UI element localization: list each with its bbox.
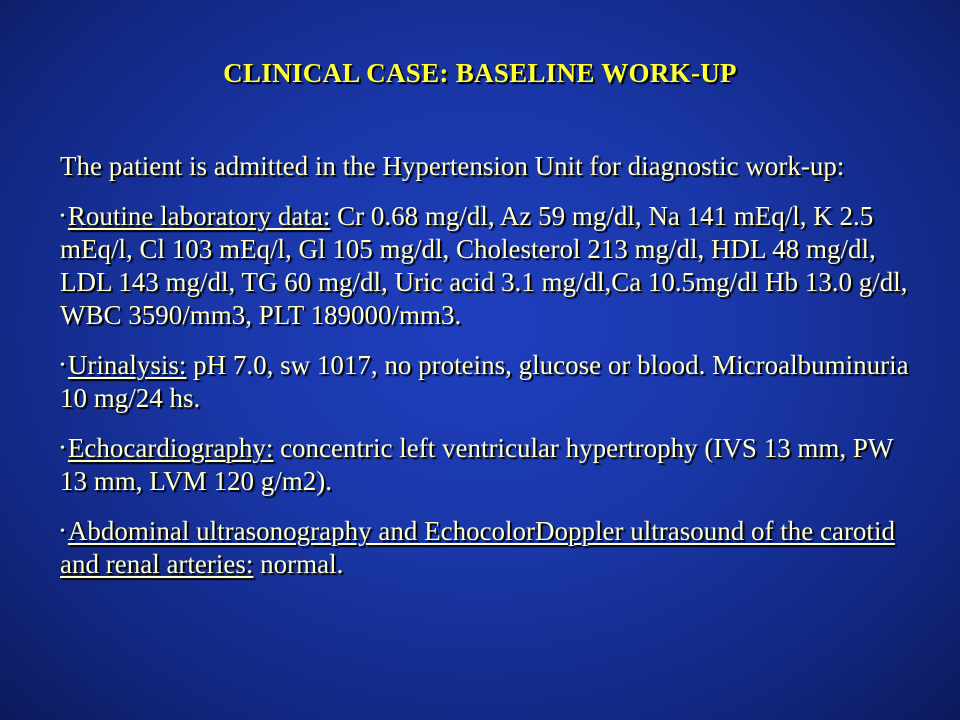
bullet-text-lab: Cr 0.68 mg/dl, Az 59 mg/dl, Na 141 mEq/l, K 2.5 mEq/l, Cl 103 mEq/l, Gl 105 mg/dl, Cholesterol 213 mg/dl, HDL 48 mg/dl, LDL 143 mg/dl, TG 60 mg/dl, Uric acid 3.1 mg/dl,Ca 10.5mg/dl Hb 13.0 g/dl, WBC 3590/mm3, PLT 189000/mm3. bbox=[60, 201, 908, 330]
bullet-icon: • bbox=[60, 358, 65, 373]
intro-text: The patient is admitted in the Hypertension Unit for diagnostic work-up: bbox=[60, 151, 845, 181]
bullet-label-echo: Echocardiography: bbox=[67, 433, 274, 463]
slide-content bbox=[60, 150, 910, 598]
bullet-label-urinalysis: Urinalysis: bbox=[67, 350, 187, 380]
bullet-text-urinalysis: pH 7.0, sw 1017, no proteins, glucose or blood. Microalbuminuria 10 mg/24 hs. bbox=[60, 350, 909, 413]
bullet-text-ultrasound: normal. bbox=[253, 549, 344, 579]
bullet-text-echo: concentric left ventricular hypertrophy (IVS 13 mm, PW 13 mm, LVM 120 g/m2). bbox=[60, 433, 893, 496]
bullet-label-ultrasound: Abdominal ultrasonography and EchocolorDoppler ultrasound of the carotid and renal arteries: bbox=[60, 516, 895, 579]
bullet-icon: • bbox=[60, 441, 65, 456]
bullet-label-lab: Routine laboratory data: bbox=[67, 201, 331, 231]
bullet-item-urinalysis bbox=[60, 349, 910, 415]
bullet-icon: • bbox=[60, 524, 65, 539]
bullet-icon: • bbox=[60, 209, 65, 224]
slide-title: CLINICAL CASE: BASELINE WORK-UP bbox=[223, 58, 737, 88]
bullet-item-ultrasound bbox=[60, 515, 910, 581]
bullet-item-echo bbox=[60, 432, 910, 498]
bullet-item-lab bbox=[60, 200, 910, 332]
